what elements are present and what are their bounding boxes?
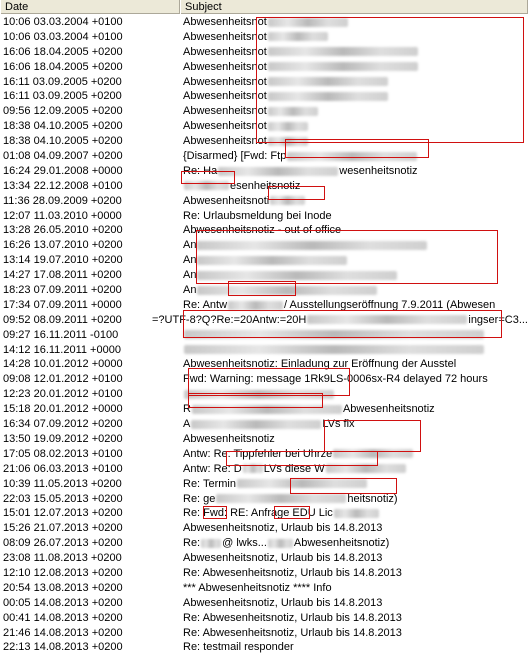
date-cell: 00:05 14.08.2013 +0200 bbox=[3, 596, 123, 609]
subject-text: Abwesenheitsnot bbox=[183, 135, 267, 148]
subject-cell bbox=[183, 253, 528, 268]
date-cell: 21:06 06.03.2013 +0100 bbox=[3, 462, 123, 475]
column-header-subject[interactable]: Subject bbox=[180, 0, 528, 14]
date-cell: 10:06 03.03.2004 +0100 bbox=[3, 30, 123, 43]
table-row[interactable] bbox=[0, 417, 528, 432]
table-row[interactable] bbox=[0, 15, 528, 30]
table-row[interactable] bbox=[0, 298, 528, 313]
table-row[interactable] bbox=[0, 104, 528, 119]
subject-cell bbox=[183, 104, 528, 119]
redacted-text bbox=[191, 420, 321, 429]
subject-text: LVs diese W bbox=[263, 462, 325, 475]
subject-cell bbox=[183, 596, 528, 611]
table-row[interactable] bbox=[0, 283, 528, 298]
redacted-text bbox=[268, 122, 308, 131]
subject-cell bbox=[183, 45, 528, 60]
subject-text: An bbox=[183, 284, 197, 297]
date-cell: 18:38 04.10.2005 +0200 bbox=[3, 135, 123, 148]
subject-cell bbox=[183, 283, 528, 298]
subject-text: Abwesenheitsnot bbox=[183, 75, 267, 88]
table-row[interactable] bbox=[0, 492, 528, 507]
date-cell: 00:41 14.08.2013 +0200 bbox=[3, 611, 123, 624]
date-cell: 13:50 19.09.2012 +0200 bbox=[3, 432, 123, 445]
table-row[interactable] bbox=[0, 536, 528, 551]
table-row[interactable] bbox=[0, 521, 528, 536]
subject-cell bbox=[183, 611, 528, 626]
date-cell: 12:10 12.08.2013 +0200 bbox=[3, 566, 123, 579]
table-row[interactable] bbox=[0, 149, 528, 164]
table-row[interactable] bbox=[0, 268, 528, 283]
table-row[interactable] bbox=[0, 75, 528, 90]
subject-cell bbox=[183, 492, 528, 507]
subject-text: Abwesenheitsnot bbox=[183, 30, 267, 43]
subject-cell bbox=[183, 30, 528, 45]
subject-text: Abwesenheitsnotiz, Urlaub bis 14.8.2013 bbox=[183, 522, 383, 535]
table-row[interactable] bbox=[0, 640, 528, 655]
date-cell: 16:11 03.09.2005 +0200 bbox=[3, 75, 122, 88]
table-row[interactable] bbox=[0, 551, 528, 566]
table-row[interactable] bbox=[0, 357, 528, 372]
subject-cell bbox=[183, 536, 528, 551]
table-row[interactable] bbox=[0, 179, 528, 194]
subject-cell bbox=[183, 357, 528, 372]
redacted-text bbox=[192, 405, 342, 414]
subject-cell bbox=[183, 119, 528, 134]
subject-cell bbox=[183, 387, 528, 402]
subject-cell bbox=[183, 521, 528, 536]
table-row[interactable] bbox=[0, 506, 528, 521]
table-row[interactable] bbox=[0, 194, 528, 209]
redacted-text bbox=[268, 77, 388, 86]
column-header-date[interactable]: Date bbox=[0, 0, 180, 14]
subject-cell bbox=[183, 477, 528, 492]
redacted-text bbox=[201, 539, 221, 548]
subject-text: wesenheitsnotiz bbox=[339, 164, 418, 177]
date-cell: 23:08 11.08.2013 +0200 bbox=[3, 552, 122, 565]
date-cell: 16:26 13.07.2010 +0200 bbox=[3, 239, 123, 252]
subject-cell bbox=[183, 15, 528, 30]
date-cell: 16:11 03.09.2005 +0200 bbox=[3, 90, 122, 103]
subject-text: LVs fix bbox=[322, 418, 355, 431]
subject-text: =?UTF-8?Q?Re:=20Antw:=20H bbox=[151, 313, 307, 326]
subject-cell bbox=[183, 343, 528, 358]
date-cell: 15:26 21.07.2013 +0200 bbox=[3, 522, 123, 535]
subject-cell bbox=[183, 298, 528, 313]
redacted-text bbox=[268, 92, 388, 101]
date-cell: 18:23 07.09.2011 +0200 bbox=[3, 284, 122, 297]
date-cell: 13:14 19.07.2010 +0200 bbox=[3, 254, 123, 267]
redacted-text bbox=[333, 449, 413, 458]
subject-text: Re: Abwesenheitsnotiz, Urlaub bis 14.8.2013 bbox=[183, 566, 402, 579]
table-row[interactable] bbox=[0, 253, 528, 268]
table-row[interactable] bbox=[0, 60, 528, 75]
table-row[interactable] bbox=[0, 30, 528, 45]
redacted-text bbox=[218, 167, 338, 176]
date-cell: 16:06 18.04.2005 +0200 bbox=[3, 45, 123, 58]
date-cell: 17:34 07.09.2011 +0000 bbox=[3, 298, 122, 311]
redacted-text bbox=[268, 47, 418, 56]
date-cell: 20:54 13.08.2013 +0200 bbox=[3, 581, 123, 594]
date-cell: 14:28 10.01.2012 +0000 bbox=[3, 358, 123, 371]
date-cell: 15:18 20.01.2012 +0000 bbox=[3, 403, 123, 416]
date-cell: 01:08 04.09.2007 +0200 bbox=[3, 150, 123, 163]
table-row[interactable] bbox=[0, 164, 528, 179]
redacted-text bbox=[268, 18, 348, 27]
subject-cell bbox=[183, 640, 528, 655]
subject-cell bbox=[183, 164, 528, 179]
table-row[interactable] bbox=[0, 596, 528, 611]
subject-text: Abwesenheitsnot bbox=[183, 60, 267, 73]
subject-text: Re: Urlaubsmeldung bei Inode bbox=[183, 209, 332, 222]
redacted-text bbox=[184, 345, 484, 354]
date-cell: 09:56 12.09.2005 +0200 bbox=[3, 105, 123, 118]
date-cell: 16:06 18.04.2005 +0200 bbox=[3, 60, 123, 73]
date-cell: 14:12 16.11.2011 +0000 bbox=[3, 343, 121, 356]
subject-text: Re: bbox=[183, 537, 201, 550]
table-row[interactable] bbox=[0, 223, 528, 238]
subject-text: ingser=C3... bbox=[468, 313, 528, 326]
subject-cell bbox=[183, 268, 528, 283]
redacted-text bbox=[268, 62, 418, 71]
date-cell: 09:52 08.09.2011 +0200 bbox=[3, 313, 122, 326]
subject-cell bbox=[183, 328, 528, 343]
date-cell: 08:09 26.07.2013 +0200 bbox=[3, 537, 123, 550]
subject-text: Re: ge bbox=[183, 492, 216, 505]
subject-cell bbox=[183, 551, 528, 566]
column-header bbox=[0, 0, 528, 14]
subject-cell bbox=[183, 238, 528, 253]
subject-text: An bbox=[183, 269, 197, 282]
subject-cell bbox=[183, 417, 528, 432]
table-row[interactable] bbox=[0, 313, 528, 328]
date-cell: 10:39 11.05.2013 +0200 bbox=[3, 477, 122, 490]
table-row[interactable] bbox=[0, 134, 528, 149]
subject-cell bbox=[183, 581, 528, 596]
table-row[interactable] bbox=[0, 45, 528, 60]
subject-cell bbox=[183, 432, 528, 447]
subject-cell bbox=[183, 89, 528, 104]
redacted-text bbox=[216, 494, 346, 503]
subject-text: Re: Fwd: RE: Anfrage EDU Lic bbox=[183, 507, 333, 520]
subject-text: Abwesenheitsnot bbox=[183, 90, 267, 103]
table-row[interactable] bbox=[0, 611, 528, 626]
date-cell: 09:27 16.11.2011 -0100 bbox=[3, 328, 119, 341]
subject-text: Antw: Re: Tippfehler bei Uhrze bbox=[183, 447, 333, 460]
redacted-text bbox=[268, 137, 308, 146]
subject-text: Abwesenheitsnotiz bbox=[183, 432, 275, 445]
date-cell: 12:07 11.03.2010 +0000 bbox=[3, 209, 122, 222]
date-cell: 21:46 14.08.2013 +0200 bbox=[3, 626, 123, 639]
table-row[interactable] bbox=[0, 209, 528, 224]
table-row[interactable] bbox=[0, 238, 528, 253]
subject-cell bbox=[152, 313, 528, 328]
redacted-text bbox=[197, 286, 377, 295]
date-cell: 12:23 20.01.2012 +0100 bbox=[3, 388, 123, 401]
subject-text: Abwesenheitsnotiz, Urlaub bis 14.8.2013 bbox=[183, 552, 383, 565]
subject-text: Abwesenheitsnotiz: Einladung zur Eröffnung der Ausstel bbox=[183, 358, 457, 371]
date-cell: 13:28 26.05.2010 +0200 bbox=[3, 224, 123, 237]
table-row[interactable] bbox=[0, 402, 528, 417]
redacted-text bbox=[307, 315, 467, 324]
table-row[interactable] bbox=[0, 447, 528, 462]
redacted-text bbox=[287, 152, 417, 161]
date-cell: 14:27 17.08.2011 +0200 bbox=[3, 269, 122, 282]
subject-text: Abwesenheitsnot bbox=[183, 16, 267, 28]
subject-text: esenheitsnotiz bbox=[230, 179, 301, 192]
subject-text: Abwesenheitsnot bbox=[183, 45, 267, 58]
table-row[interactable] bbox=[0, 343, 528, 358]
table-row[interactable] bbox=[0, 626, 528, 641]
subject-text: Abwesenheitsnoti bbox=[183, 194, 270, 207]
subject-text: Abwesenheitsnotiz bbox=[342, 403, 435, 416]
subject-text: / Ausstellungseröffnung 7.9.2011 (Abwesen bbox=[284, 298, 496, 311]
subject-cell bbox=[183, 60, 528, 75]
subject-cell bbox=[183, 402, 528, 417]
subject-text: {Disarmed} [Fwd: Ftp bbox=[183, 150, 287, 163]
subject-text: heitsnotiz) bbox=[347, 492, 398, 505]
subject-text: R bbox=[183, 403, 191, 416]
subject-text: An bbox=[183, 239, 197, 252]
redacted-text bbox=[197, 256, 347, 265]
subject-cell bbox=[183, 506, 528, 521]
subject-cell bbox=[183, 223, 528, 238]
redacted-text bbox=[268, 32, 328, 41]
redacted-text bbox=[228, 301, 283, 310]
table-row[interactable] bbox=[0, 387, 528, 402]
redacted-text bbox=[334, 509, 379, 518]
date-cell: 11:36 28.09.2009 +0200 bbox=[3, 194, 122, 207]
subject-cell bbox=[183, 75, 528, 90]
table-row[interactable] bbox=[0, 462, 528, 477]
table-row[interactable] bbox=[0, 372, 528, 387]
subject-text: Antw: Re: D bbox=[183, 462, 242, 475]
redacted-text bbox=[184, 330, 484, 339]
subject-text: Re: Ha bbox=[183, 164, 218, 177]
subject-cell bbox=[183, 447, 528, 462]
subject-cell bbox=[183, 134, 528, 149]
redacted-text bbox=[268, 107, 318, 116]
subject-cell bbox=[183, 194, 528, 209]
date-cell: 22:13 14.08.2013 +0200 bbox=[3, 641, 123, 654]
table-row[interactable] bbox=[0, 566, 528, 581]
date-cell: 18:38 04.10.2005 +0200 bbox=[3, 120, 123, 133]
subject-text: Re: testmail responder bbox=[183, 641, 294, 654]
subject-text: *** Abwesenheitsnotiz **** Info bbox=[183, 581, 332, 594]
redacted-text bbox=[184, 181, 229, 190]
subject-cell bbox=[183, 179, 528, 194]
date-cell: 09:08 12.01.2012 +0100 bbox=[3, 373, 123, 386]
date-cell: 16:34 07.09.2012 +0200 bbox=[3, 418, 123, 431]
redacted-text bbox=[197, 241, 427, 250]
table-row[interactable] bbox=[0, 328, 528, 343]
date-cell: 13:34 22.12.2008 +0100 bbox=[3, 179, 123, 192]
subject-text: Abwesenheitsnotiz, Urlaub bis 14.8.2013 bbox=[183, 596, 383, 609]
redacted-text bbox=[270, 196, 305, 205]
subject-text: Re: Antw bbox=[183, 298, 228, 311]
table-row[interactable] bbox=[0, 581, 528, 596]
subject-text: Abwesenheitsnotiz) bbox=[293, 537, 390, 550]
date-cell: 16:24 29.01.2008 +0000 bbox=[3, 164, 123, 177]
subject-text: Abwesenheitsnot bbox=[183, 120, 267, 133]
subject-text: Fwd: Warning: message 1Rk9LS-0006sx-R4 delayed 72 hours bbox=[183, 373, 488, 386]
subject-cell bbox=[183, 372, 528, 387]
redacted-text bbox=[243, 464, 263, 473]
subject-text: A bbox=[183, 418, 191, 431]
subject-cell bbox=[183, 462, 528, 477]
redacted-text bbox=[326, 464, 406, 473]
redacted-text bbox=[268, 539, 293, 548]
subject-text: @ lwks... bbox=[222, 537, 267, 550]
subject-text: Re: Abwesenheitsnotiz, Urlaub bis 14.8.2013 bbox=[183, 611, 402, 624]
redacted-text bbox=[184, 390, 334, 399]
subject-text: Abwesenheitsnot bbox=[183, 105, 267, 118]
subject-cell bbox=[183, 626, 528, 641]
table-row[interactable] bbox=[0, 89, 528, 104]
subject-cell bbox=[183, 209, 528, 224]
subject-cell bbox=[183, 149, 528, 164]
subject-text: Re: Termin bbox=[183, 477, 236, 490]
message-list bbox=[0, 15, 528, 655]
date-cell: 10:06 03.03.2004 +0100 bbox=[3, 16, 123, 28]
redacted-text bbox=[237, 479, 367, 488]
table-row[interactable] bbox=[0, 432, 528, 447]
table-row[interactable] bbox=[0, 477, 528, 492]
table-row[interactable] bbox=[0, 119, 528, 134]
subject-cell bbox=[183, 566, 528, 581]
date-cell: 17:05 08.02.2013 +0100 bbox=[3, 447, 123, 460]
redacted-text bbox=[197, 271, 397, 280]
date-cell: 22:03 15.05.2013 +0200 bbox=[3, 492, 123, 505]
subject-text: Abwesenheitsnotiz - out of office bbox=[183, 224, 342, 237]
subject-text: An bbox=[183, 254, 197, 267]
date-cell: 15:01 12.07.2013 +0200 bbox=[3, 507, 123, 520]
subject-text: Re: Abwesenheitsnotiz, Urlaub bis 14.8.2013 bbox=[183, 626, 402, 639]
